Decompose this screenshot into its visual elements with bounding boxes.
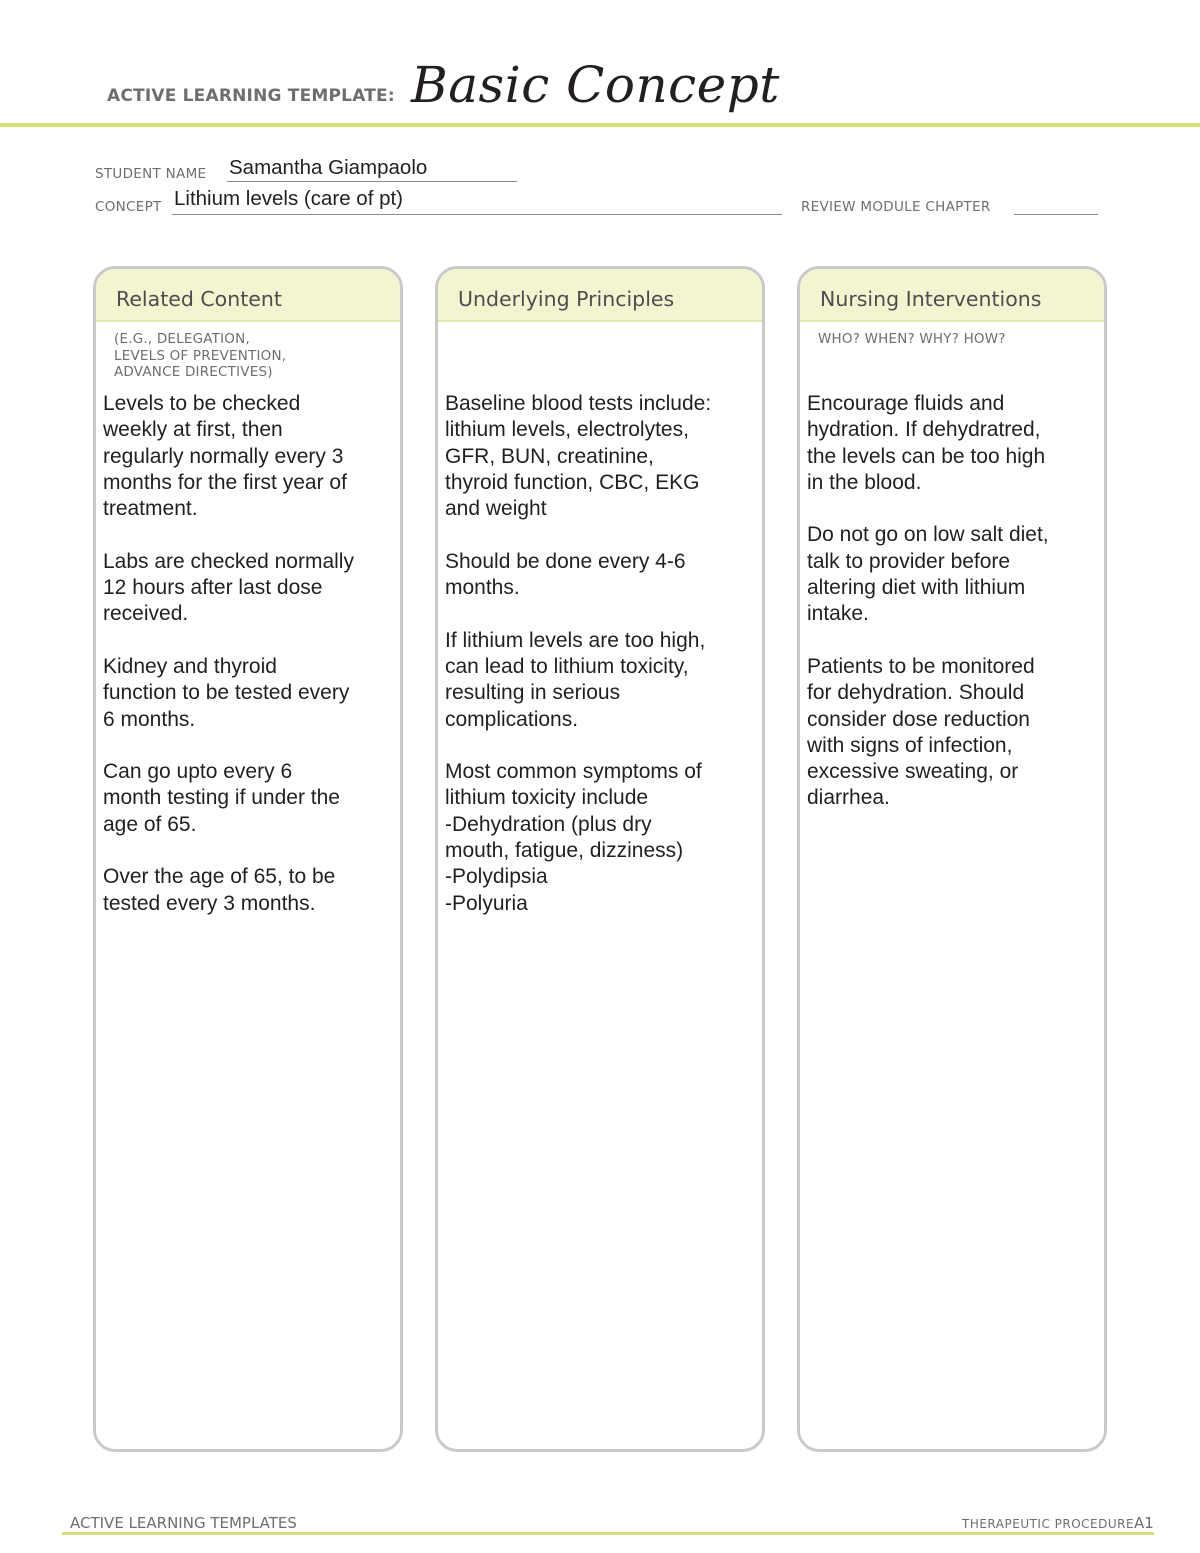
paragraph [445,628,752,733]
text-line: consider dose reduction [807,707,1030,731]
text-line: 12 hours after last dose [103,576,323,600]
text-line: Baseline blood tests include: [445,392,712,415]
text-line: Levels to be checked [103,392,301,415]
related-content-subtitle [114,331,286,381]
paragraph [807,522,1094,627]
student-name-label: STUDENT NAME [95,166,207,182]
text-line: Most common symptoms of [445,760,702,784]
student-name-line [227,181,517,182]
nursing-interventions-subtitle [818,331,1006,348]
footer-category: THERAPEUTIC PROCEDURE [962,1517,1135,1531]
text-line: for dehydration. Should [807,681,1025,705]
template-label: ACTIVE LEARNING TEMPLATE: [107,86,395,106]
concept-field[interactable]: Lithium levels (care of pt) [174,187,404,210]
text-line: treatment. [103,497,198,521]
paragraph [103,864,390,917]
text-line: excessive sweating, or [807,760,1019,784]
nursing-interventions-heading: Nursing Interventions [800,269,1104,322]
review-module-label: REVIEW MODULE CHAPTER [801,199,991,215]
text-line: Patients to be monitored [807,654,1035,678]
student-name-field[interactable]: Samantha Giampaolo [229,156,428,179]
text-line: thyroid function, CBC, EKG [445,470,700,494]
text-line: -Polydipsia [445,865,548,889]
nursing-interventions-panel [797,266,1107,1452]
text-line: Encourage fluids and [807,392,1005,415]
text-line: -Polyuria [445,891,528,915]
paragraph [103,759,390,838]
paragraph [807,654,1094,812]
text-line: function to be tested every [103,681,350,705]
text-line: intake. [807,602,869,626]
paragraph [445,549,752,602]
text-line: month testing if under the [103,786,340,810]
text-line: regularly normally every 3 [103,444,344,468]
text-line: weekly at first, then [103,418,283,442]
text-line: Over the age of 65, to be [103,865,336,889]
nursing-interventions-text[interactable] [807,391,1094,838]
text-line: in the blood. [807,470,922,494]
text-line: 6 months. [103,707,196,731]
text-line: Should be done every 4-6 [445,549,686,573]
page-title: Basic Concept [411,56,780,114]
text-line: months. [445,576,520,600]
text-line: tested every 3 months. [103,891,316,915]
text-line: and weight [445,497,547,521]
header-rule [0,123,1200,127]
text-line: can lead to lithium toxicity, [445,654,689,678]
text-line: the levels can be too high [807,444,1046,468]
text-line: mouth, fatigue, dizziness) [445,839,684,863]
text-line: Do not go on low salt diet, [807,523,1049,547]
text-line: months for the first year of [103,470,347,494]
subtitle-line: (E.G., DELEGATION, [114,331,250,347]
paragraph [807,391,1094,496]
subtitle-line: WHO? WHEN? WHY? HOW? [818,331,1006,347]
text-line: GFR, BUN, creatinine, [445,444,654,468]
underlying-principles-panel [435,266,765,1452]
text-line: Kidney and thyroid [103,654,277,678]
paragraph [103,654,390,733]
text-line: -Dehydration (plus dry [445,812,652,836]
subtitle-line: LEVELS OF PREVENTION, [114,347,287,364]
footer-code: A1 [1134,1514,1154,1532]
text-line: received. [103,602,189,626]
underlying-principles-text[interactable] [445,391,752,943]
text-line: hydration. If dehydratred, [807,418,1041,442]
text-line: If lithium levels are too high, [445,628,706,652]
text-line: lithium levels, electrolytes, [445,418,689,442]
paragraph [445,759,752,917]
text-line: diarrhea. [807,786,890,810]
text-line: age of 65. [103,812,197,836]
text-line: altering diet with lithium [807,576,1026,600]
review-module-field[interactable] [1014,214,1098,215]
paragraph [445,391,752,522]
text-line: complications. [445,707,579,731]
concept-label: CONCEPT [95,199,162,215]
footer-title: ACTIVE LEARNING TEMPLATES [70,1514,297,1532]
text-line: lithium toxicity include [445,786,649,810]
text-line: resulting in serious [445,681,621,705]
subtitle-line: ADVANCE DIRECTIVES) [114,364,273,380]
text-line: Labs are checked normally [103,549,354,573]
concept-line [172,214,782,215]
text-line: with signs of infection, [807,733,1013,757]
text-line: Can go upto every 6 [103,760,293,784]
footer-rule [62,1532,1154,1535]
text-line: talk to provider before [807,549,1011,573]
paragraph [103,391,390,522]
paragraph [103,549,390,628]
related-content-text[interactable] [103,391,390,943]
related-content-panel [93,266,403,1452]
related-content-heading: Related Content [96,269,400,322]
underlying-principles-heading: Underlying Principles [438,269,762,322]
